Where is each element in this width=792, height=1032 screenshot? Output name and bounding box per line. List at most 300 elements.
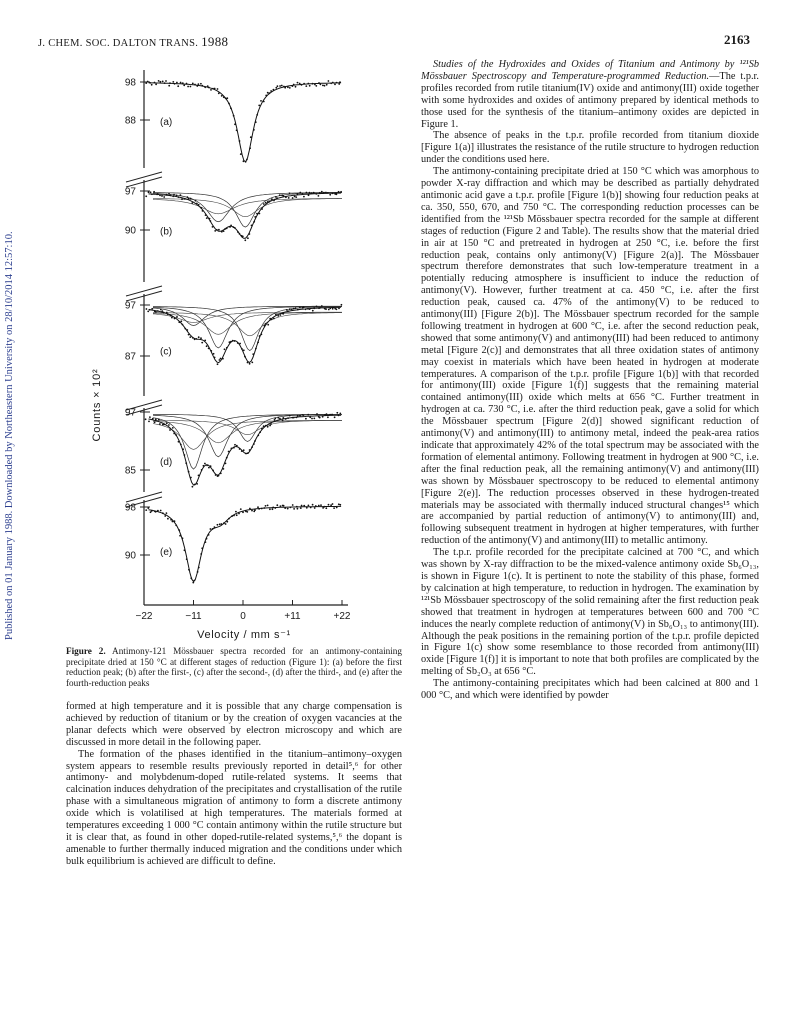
data-point [330, 82, 332, 84]
data-point [205, 541, 207, 543]
data-point [221, 231, 223, 233]
data-point [190, 477, 192, 479]
data-point [175, 524, 177, 526]
data-point [299, 83, 301, 85]
y-tick-label: 98 [124, 77, 136, 89]
data-point [201, 469, 203, 471]
data-point [251, 225, 253, 227]
data-point [153, 191, 155, 193]
data-point [190, 86, 192, 88]
data-point [243, 160, 245, 162]
data-point [220, 473, 222, 475]
data-point [207, 85, 209, 87]
data-point [310, 507, 312, 509]
data-point [174, 520, 176, 522]
data-point [339, 504, 341, 506]
total-fit-line [149, 506, 342, 581]
data-point [319, 307, 321, 309]
data-point [166, 312, 168, 314]
panel-label: (e) [160, 547, 173, 558]
data-point [157, 510, 159, 512]
data-point [307, 308, 309, 310]
data-point [191, 202, 193, 204]
data-point [325, 507, 327, 509]
data-point [293, 417, 295, 419]
data-point [238, 513, 240, 515]
data-point [253, 129, 255, 131]
data-point [275, 196, 277, 198]
x-tick-label: +11 [284, 611, 301, 622]
y-tick-label: 98 [124, 502, 136, 514]
data-point [232, 340, 234, 342]
data-point [334, 416, 336, 418]
data-point [198, 567, 200, 569]
data-point [282, 417, 284, 419]
data-point [148, 191, 150, 193]
data-point [263, 203, 265, 205]
data-point [276, 504, 278, 506]
data-point [257, 341, 259, 343]
data-point [192, 83, 194, 85]
data-point [295, 307, 297, 309]
x-tick-label: 0 [240, 611, 246, 622]
y-tick-label: 90 [124, 550, 136, 562]
data-point [225, 523, 227, 525]
journal-header [38, 34, 228, 50]
data-point [171, 317, 173, 319]
data-point [315, 193, 317, 195]
data-point [208, 348, 210, 350]
data-point [290, 507, 292, 509]
data-point [332, 308, 334, 310]
data-point [271, 198, 273, 200]
data-point [229, 226, 231, 228]
data-point [320, 84, 322, 86]
data-point [168, 85, 170, 87]
data-point [277, 315, 279, 317]
data-point [246, 511, 248, 513]
data-point [289, 87, 291, 89]
data-point [274, 418, 276, 420]
data-point [169, 194, 171, 196]
data-point [254, 509, 256, 511]
data-point [159, 423, 161, 425]
data-point [187, 196, 189, 198]
data-point [297, 508, 299, 510]
data-point [209, 218, 211, 220]
data-point [296, 417, 298, 419]
data-point [210, 350, 212, 352]
data-point [166, 194, 168, 196]
data-point [178, 321, 180, 323]
data-point [263, 101, 265, 103]
data-point [206, 345, 208, 347]
data-point [172, 521, 174, 523]
data-point [320, 504, 322, 506]
data-point [231, 448, 233, 450]
data-point [258, 508, 260, 510]
data-point [289, 415, 291, 417]
data-point [200, 553, 202, 555]
data-point [182, 324, 184, 326]
data-point [168, 424, 170, 426]
data-point [214, 526, 216, 528]
data-point [241, 450, 243, 452]
data-point [202, 210, 204, 212]
data-point [194, 84, 196, 86]
data-point [239, 140, 241, 142]
data-point [159, 195, 161, 197]
data-point [178, 196, 180, 198]
data-point [300, 507, 302, 509]
data-point [174, 318, 176, 320]
data-point [323, 506, 325, 508]
journal-name: J. CHEM. SOC. DALTON TRANS. [38, 38, 199, 49]
data-point [328, 309, 330, 311]
data-point [242, 236, 244, 238]
data-point [240, 508, 242, 510]
data-point [256, 114, 258, 116]
data-point [339, 81, 341, 83]
data-point [223, 522, 225, 524]
data-point [279, 85, 281, 87]
data-point [164, 515, 166, 517]
data-point [172, 81, 174, 83]
y-tick-label: 97 [124, 300, 136, 312]
data-point [245, 161, 247, 163]
data-point [273, 318, 275, 320]
data-point [221, 95, 223, 97]
data-point [178, 529, 180, 531]
data-point [188, 569, 190, 571]
data-point [212, 88, 214, 90]
data-point [212, 226, 214, 228]
data-point [267, 201, 269, 203]
data-point [188, 334, 190, 336]
data-point [145, 509, 147, 511]
data-point [176, 316, 178, 318]
data-point [311, 192, 313, 194]
data-point [234, 227, 236, 229]
data-point [167, 518, 169, 520]
data-point [155, 419, 157, 421]
data-point [287, 417, 289, 419]
data-point [285, 196, 287, 198]
data-point [282, 195, 284, 197]
data-point [236, 514, 238, 516]
data-point [173, 194, 175, 196]
data-point [327, 192, 329, 194]
data-point [233, 447, 235, 449]
data-point [305, 85, 307, 87]
data-point [220, 358, 222, 360]
data-point [332, 82, 334, 84]
data-point [240, 153, 242, 155]
data-point [332, 192, 334, 194]
data-point [249, 508, 251, 510]
data-point [246, 159, 248, 161]
data-point [184, 454, 186, 456]
data-point [213, 353, 215, 355]
data-point [178, 441, 180, 443]
data-point [214, 230, 216, 232]
data-point [214, 357, 216, 359]
data-point [270, 423, 272, 425]
data-point [244, 239, 246, 241]
data-point [149, 416, 151, 418]
data-point [188, 198, 190, 200]
total-fit-line [149, 193, 342, 238]
data-point [216, 229, 218, 231]
data-point [313, 418, 315, 420]
data-point [230, 107, 232, 109]
data-point [184, 328, 186, 330]
data-point [303, 83, 305, 85]
data-point [338, 191, 340, 193]
data-point [215, 474, 217, 476]
data-point [329, 308, 331, 310]
data-point [302, 193, 304, 195]
data-point [180, 320, 182, 322]
data-point [254, 216, 256, 218]
data-point [230, 341, 232, 343]
data-point [230, 225, 232, 227]
data-point [279, 194, 281, 196]
data-point [149, 309, 151, 311]
data-point [295, 86, 297, 88]
data-point [267, 505, 269, 507]
data-point [274, 507, 276, 509]
data-point [155, 511, 157, 513]
data-point [201, 85, 203, 87]
data-point [303, 306, 305, 308]
data-point [313, 307, 315, 309]
data-point [269, 425, 271, 427]
data-point [259, 213, 261, 215]
data-point [237, 231, 239, 233]
data-point [329, 194, 331, 196]
data-point [297, 415, 299, 417]
data-point [301, 505, 303, 507]
data-point [303, 414, 305, 416]
download-watermark: Published on 01 January 1988. Downloaded by Northeastern University on 28/10/2014 12:57:10. [4, 231, 15, 640]
data-point [326, 84, 328, 86]
data-point [312, 504, 314, 506]
data-point [339, 413, 341, 415]
data-point [322, 85, 324, 87]
data-point [204, 463, 206, 465]
data-point [311, 418, 313, 420]
data-point [338, 83, 340, 85]
data-point [280, 505, 282, 507]
data-point [249, 449, 251, 451]
data-point [169, 82, 171, 84]
data-point [250, 136, 252, 138]
data-point [206, 465, 208, 467]
data-point [273, 89, 275, 91]
data-point [155, 84, 157, 86]
data-point [194, 338, 196, 340]
data-point [263, 425, 265, 427]
data-point [330, 504, 332, 506]
data-point [160, 309, 162, 311]
left-column-text [66, 701, 402, 868]
data-point [198, 83, 200, 85]
data-point [309, 416, 311, 418]
data-point [177, 85, 179, 87]
data-point [154, 422, 156, 424]
data-point [212, 528, 214, 530]
data-point [336, 412, 338, 414]
data-point [239, 233, 241, 235]
data-point [315, 85, 317, 87]
data-point [293, 508, 295, 510]
data-point [272, 508, 274, 510]
section-title: Studies of the Hydroxides and Oxides of Titanium and Antimony by ¹²¹Sb Mössbauer Spectroscopy and Temperature-programmed Reduction. [421, 59, 759, 82]
data-point [151, 193, 153, 195]
data-point [287, 310, 289, 312]
data-point [253, 221, 255, 223]
data-point [145, 418, 147, 420]
data-point [160, 510, 162, 512]
data-point [255, 348, 257, 350]
data-point [282, 420, 284, 422]
y-tick-label: 87 [124, 351, 136, 363]
mossbauer-figure [86, 60, 406, 645]
data-point [334, 84, 336, 86]
data-point [308, 505, 310, 507]
data-point [189, 336, 191, 338]
data-point [166, 512, 168, 514]
subspectrum-fit-line [153, 198, 342, 213]
data-point [292, 504, 294, 506]
data-point [265, 323, 267, 325]
data-point [327, 416, 329, 418]
data-point [315, 505, 317, 507]
page-number: 2163 [724, 32, 750, 47]
data-point [309, 308, 311, 310]
data-point [176, 82, 178, 84]
data-point [333, 507, 335, 509]
data-point [307, 83, 309, 85]
data-point [192, 337, 194, 339]
data-point [234, 340, 236, 342]
data-point [265, 202, 267, 204]
data-point [269, 92, 271, 94]
data-point [244, 356, 246, 358]
data-point [247, 237, 249, 239]
data-point [203, 465, 205, 467]
data-point [273, 200, 275, 202]
data-point [292, 197, 294, 199]
panel-label: (d) [160, 457, 173, 468]
data-point [239, 448, 241, 450]
data-point [247, 452, 249, 454]
subspectrum-fit-line [153, 420, 342, 442]
data-point [223, 468, 225, 470]
data-point [150, 191, 152, 193]
data-point [259, 431, 261, 433]
data-point [184, 198, 186, 200]
data-point [287, 508, 289, 510]
data-point [196, 203, 198, 205]
data-point [243, 449, 245, 451]
left-paragraph-1: formed at high temperature and it is possible that any charge compensation is achieved by reduction of titanium or by the creation of oxygen vacancies at the planar defects which were observed by electron microscopy and which are discussed in more detail in the following paper. [66, 701, 402, 748]
data-point [264, 325, 266, 327]
data-point [186, 558, 188, 560]
data-point [318, 195, 320, 197]
data-point [272, 507, 274, 509]
data-point [332, 503, 334, 505]
data-point [296, 506, 298, 508]
data-point [147, 311, 149, 313]
data-point [276, 197, 278, 199]
data-point [271, 319, 273, 321]
data-point [301, 84, 303, 86]
data-point [194, 580, 196, 582]
data-point [181, 198, 183, 200]
data-point [254, 440, 256, 442]
subspectrum-fit-line [153, 192, 342, 221]
data-point [210, 465, 212, 467]
data-point [160, 81, 162, 83]
data-point [194, 484, 196, 486]
data-point [294, 196, 296, 198]
data-point [196, 483, 198, 485]
data-point [328, 80, 330, 82]
data-point [205, 214, 207, 216]
data-point [299, 415, 301, 417]
data-point [172, 195, 174, 197]
data-point [154, 82, 156, 84]
data-point [158, 419, 160, 421]
data-point [200, 83, 202, 85]
data-point [151, 308, 153, 310]
data-point [217, 363, 219, 365]
data-point [237, 342, 239, 344]
data-point [314, 84, 316, 86]
data-point [257, 506, 259, 508]
data-point [151, 84, 153, 86]
data-point [152, 418, 154, 420]
data-point [312, 83, 314, 85]
data-point [316, 413, 318, 415]
data-point [265, 425, 267, 427]
data-point [206, 538, 208, 540]
data-point [336, 507, 338, 509]
data-point [228, 518, 230, 520]
data-point [162, 512, 164, 514]
data-point [233, 515, 235, 517]
data-point [279, 418, 281, 420]
data-point [170, 315, 172, 317]
data-point [219, 523, 221, 525]
data-point [200, 207, 202, 209]
data-point [149, 82, 151, 84]
data-point [226, 521, 228, 523]
data-point [223, 96, 225, 98]
data-point [175, 434, 177, 436]
right-paragraph-1: The absence of peaks in the t.p.r. profile recorded from titanium dioxide [Figure 1(a)] illustrates the resistance of the rutile structure to hydrogen reduction under the conditions used here. [421, 130, 759, 166]
data-point [233, 115, 235, 117]
data-point [316, 306, 318, 308]
data-point [200, 337, 202, 339]
data-point [314, 507, 316, 509]
data-point [201, 547, 203, 549]
data-point [226, 97, 228, 99]
data-point [261, 208, 263, 210]
x-tick-label: −22 [135, 611, 153, 622]
